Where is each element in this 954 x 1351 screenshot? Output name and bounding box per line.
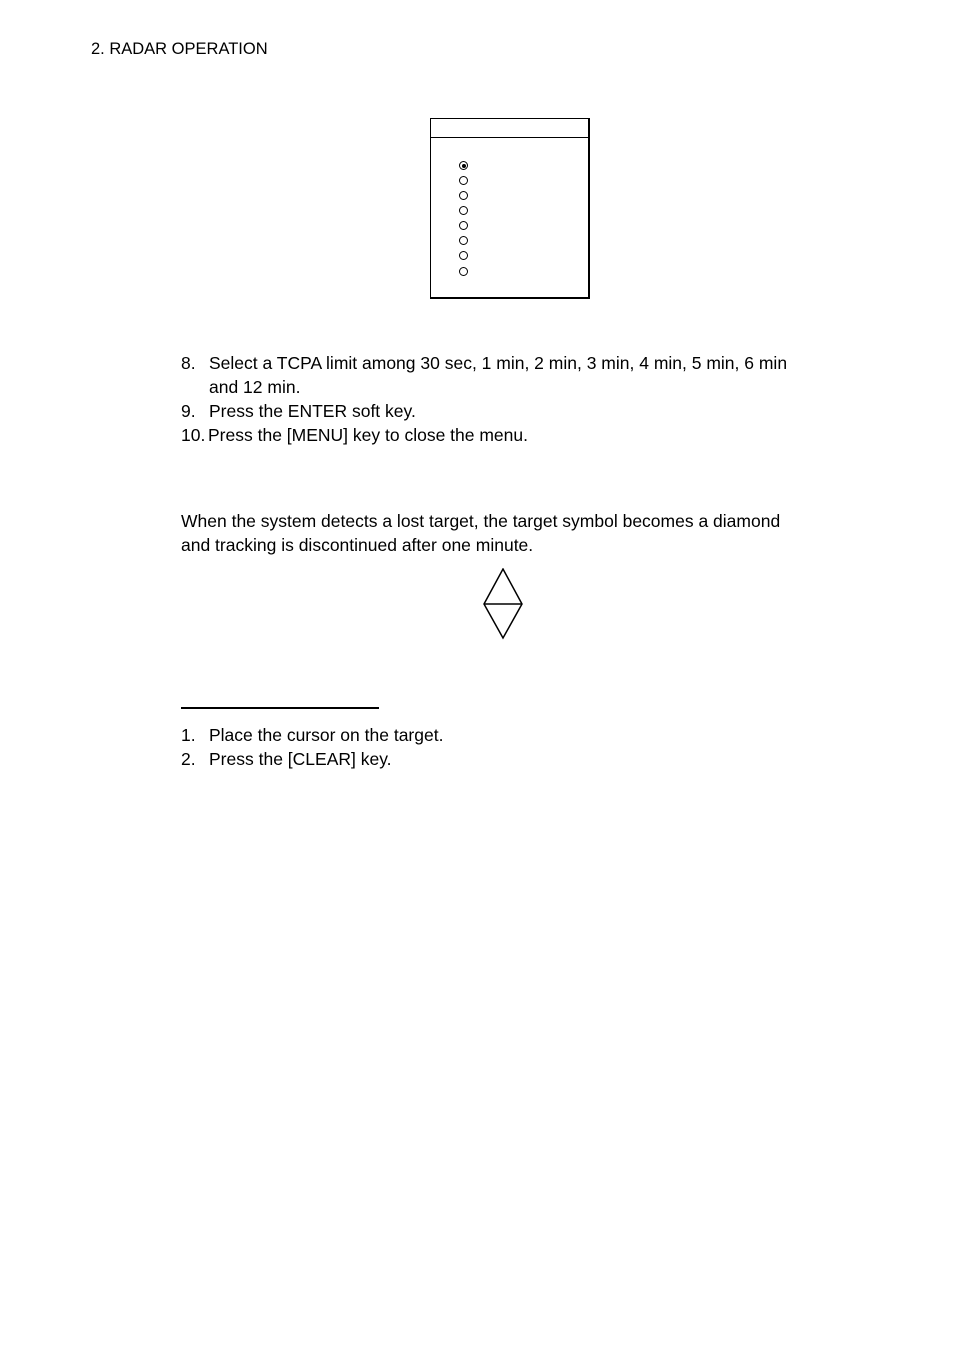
- lost-target-description-line-2: and tracking is discontinued after one minute.: [181, 535, 534, 555]
- step-text: Select a TCPA limit among 30 sec, 1 min, 2 min, 3 min, 4 min, 5 min, 6 min: [209, 353, 788, 373]
- lost-target-description-line-1: When the system detects a lost target, the target symbol becomes a diamond: [181, 511, 781, 531]
- tcpa-menu-window: [430, 118, 590, 299]
- step-text: Press the ENTER soft key.: [209, 401, 416, 421]
- radio-button[interactable]: [459, 251, 468, 260]
- step-number: 10.: [181, 425, 206, 445]
- step-text: Press the [MENU] key to close the menu.: [208, 425, 528, 445]
- radio-button[interactable]: [459, 267, 468, 276]
- radio-button[interactable]: [459, 206, 468, 215]
- radio-button[interactable]: [459, 236, 468, 245]
- step-number: 8.: [181, 353, 196, 373]
- radio-button[interactable]: [459, 191, 468, 200]
- step-text: Press the [CLEAR] key.: [209, 749, 392, 769]
- radio-button-selected[interactable]: [459, 161, 468, 170]
- radio-button[interactable]: [459, 221, 468, 230]
- step-number: 2.: [181, 749, 196, 769]
- running-header: 2. RADAR OPERATION: [91, 40, 268, 58]
- step-number: 9.: [181, 401, 196, 421]
- step-number: 1.: [181, 725, 196, 745]
- step-text-continued: and 12 min.: [209, 377, 301, 397]
- radio-button[interactable]: [459, 176, 468, 185]
- menu-title-bar: [431, 119, 588, 138]
- step-text: Place the cursor on the target.: [209, 725, 444, 745]
- lost-target-diamond-icon: [482, 568, 524, 640]
- section-heading-rule: [181, 707, 379, 709]
